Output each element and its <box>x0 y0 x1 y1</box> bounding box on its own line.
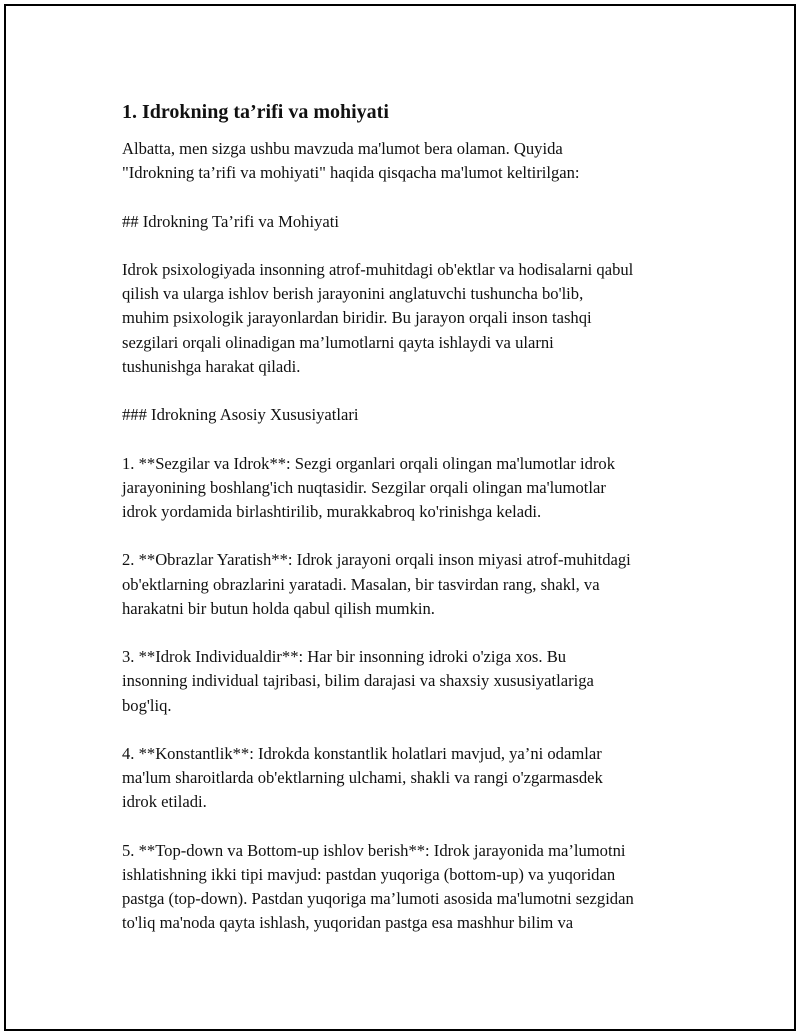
list-item-3: 3. **Idrok Individualdir**: Har bir insonning idroki o'ziga xos. Bu insonning individual tajribasi, bilim darajasi va shaxsiy xususiyatlariga bog'liq. <box>122 647 594 715</box>
list-item-5: 5. **Top-down va Bottom-up ishlov berish**: Idrok jarayonida ma’lumotni ishlatishning ikki tipi mavjud: pastdan yuqoriga (bottom-up) va yuqoridan pastga (top-down). Pastdan yuqoriga ma’lumoti asosida ma'lumotni sezgidan to'liq ma'noda qayta ishlash, yuqoridan pastga esa mashhur bilim va <box>122 840 634 933</box>
definition-paragraph: Idrok psixologiyada insonning atrof-muhitdagi ob'ektlar va hodisalarni qabul qilish va ularga ishlov berish jarayonini anglatuvchi tushuncha bo'lib, muhim psixologik jarayonlardan biridir. Bu jarayon orqali inson tashqi sezgilari orqali olinadigan ma’lumotlarni qayta ishlaydi va ularni tushunishga harakat qiladi. <box>122 259 634 376</box>
paragraph-gap <box>122 379 722 403</box>
markdown-heading-3: ### Idrokning Asosiy Xususiyatlari <box>122 405 359 425</box>
list-item-1: 1. **Sezgilar va Idrok**: Sezgi organlari orqali olingan ma'lumotlar idrok jarayonining boshlang'ich nuqtasidir. Sezgilar orqali olingan ma'lumotlar idrok yordamida birlashtirilib, murakkabroq ko'rinishga keladi. <box>122 453 615 521</box>
list-item-2: 2. **Obrazlar Yaratish**: Idrok jarayoni orqali inson miyasi atrof-muhitdagi ob'ektlarning obrazlarini yaratadi. Masalan, bir tasvirdan rang, shakl, va harakatni bir butun holda qabul qilish mumkin. <box>122 550 631 618</box>
paragraph-gap <box>122 234 722 258</box>
paragraph-gap <box>122 427 722 451</box>
intro-paragraph: Albatta, men sizga ushbu mavzuda ma'lumot bera olaman. Quyida "Idrokning ta’rifi va mohiyati" haqida qisqacha ma'lumot keltirilgan: <box>122 139 580 183</box>
paragraph-gap <box>122 524 722 548</box>
paragraph-gap <box>122 718 722 742</box>
page <box>4 4 796 1031</box>
paragraph-gap <box>122 621 722 645</box>
document-body <box>122 98 722 936</box>
section-title: 1. Idrokning ta’rifi va mohiyati <box>122 101 389 123</box>
markdown-heading-2: ## Idrokning Ta’rifi va Mohiyati <box>122 211 339 231</box>
paragraph-gap <box>122 185 722 209</box>
paragraph-gap <box>122 815 722 839</box>
list-item-4: 4. **Konstantlik**: Idrokda konstantlik holatlari mavjud, ya’ni odamlar ma'lum sharoitlarda ob'ektlarning ulchami, shakli va rangi o'zgarmasdek idrok etiladi. <box>122 743 603 812</box>
